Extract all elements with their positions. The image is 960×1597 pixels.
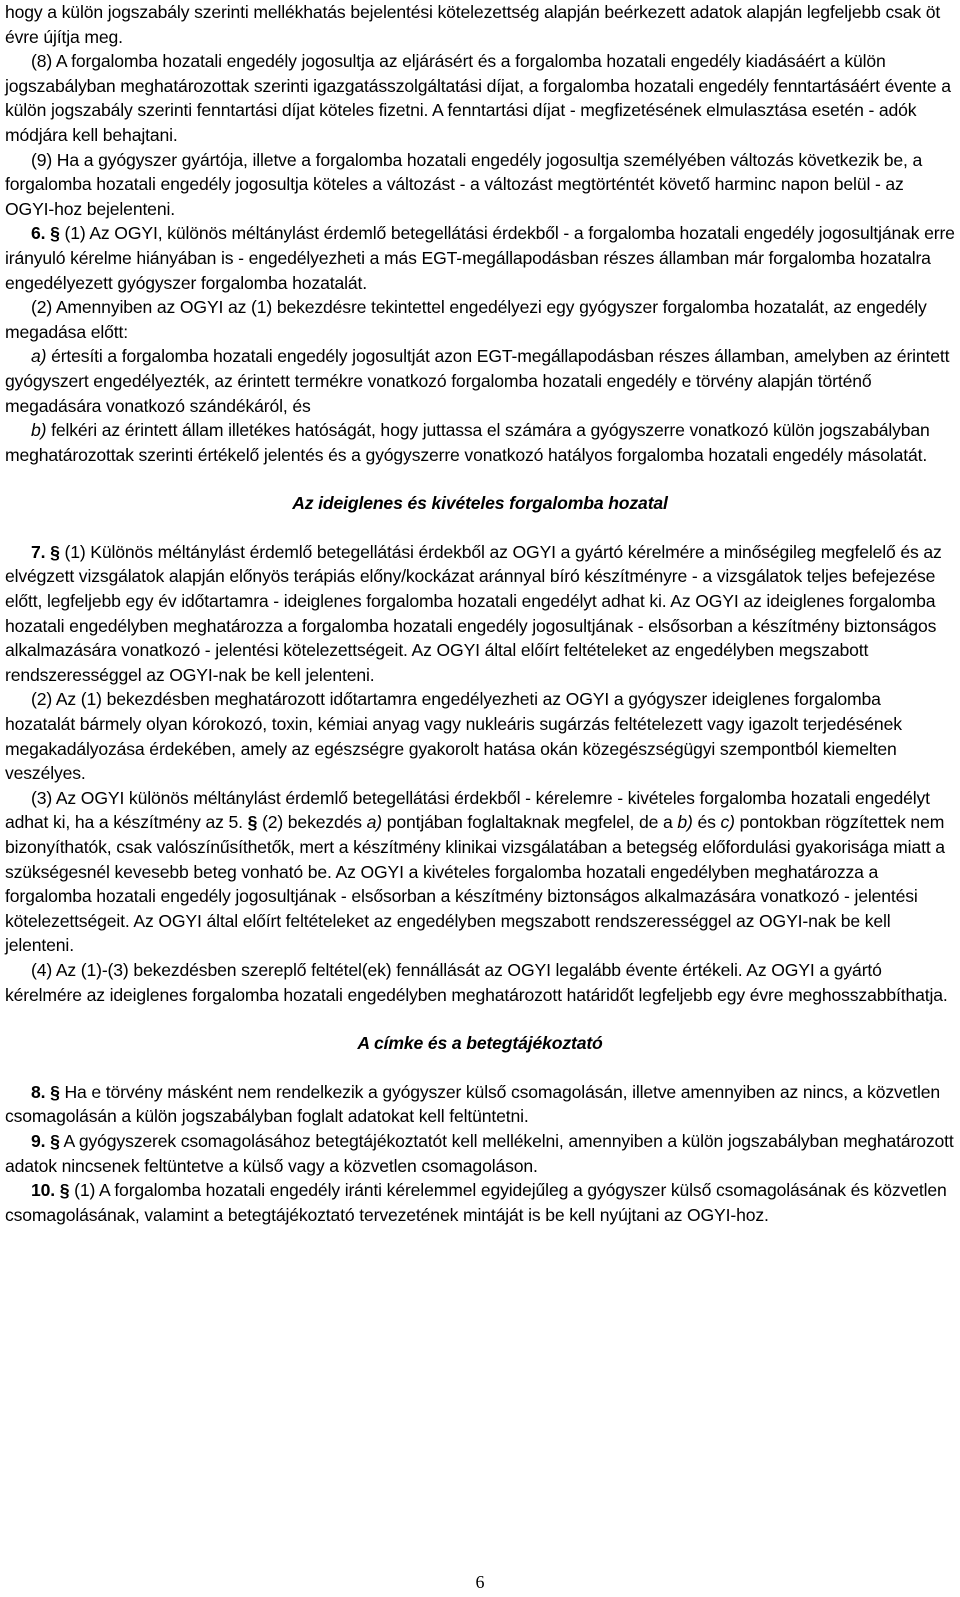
section-10-text: (1) A forgalomba hozatali engedély iránti kérelemmel egyidejűleg a gyógyszer külső csomagolásának és közvetlen csomagolásának, valamint a betegtájékoztató tervezetének mintáját is be kell nyújtani az OGYI-hoz. <box>5 1180 947 1225</box>
section-6-paragraph-2: (2) Amennyiben az OGYI az (1) bekezdésre tekintettel engedélyezi egy gyógyszer forgalomba hozatalát, az engedély megadása előtt: <box>5 297 927 342</box>
section-7-paragraph-2: (2) Az (1) bekezdésben meghatározott időtartamra engedélyezheti az OGYI a gyógyszer ideiglenes forgalomba hozatalát bármely olyan kórokozó, toxin, kémiai anyag vagy nukleáris sugárzás feltételezett vagy igazolt terjedésének megakadályozása érdekében, amely az egészségre gyakorolt hatása okán közegészségügyi szempontból kiemelten veszélyes. <box>5 689 902 784</box>
p3-part-e: pontokban rögzítettek nem bizonyíthatók, csak valószínűsíthetők, mert a készítmény klinikai vizsgálatában a betegség előfordulási gyakorisága miatt a szükségesnél kevesebb beteg vonható be. Az OGYI a kivételes forgalomba hozatali engedélyben meghatározza a forgalomba hozatali engedély jogosultjának - elsősorban a készítmény biztonságos alkalmazására vonatkozó - jelentési kötelezettségeit. Az OGYI által előírt feltételeket az engedélyben megszabott rendszerességgel az OGYI-nak be kell jelenteni. <box>5 812 945 956</box>
section-8-number: 8. <box>31 1081 46 1102</box>
paragraph-9: (9) Ha a gyógyszer gyártója, illetve a forgalomba hozatali engedély jogosultja személyében változás következik be, a forgalomba hozatali engedély jogosultja köteles a változást - a változást megtörténtét követő harminc napon belül - az OGYI-hoz bejelenteni. <box>5 149 923 219</box>
p3-italic-b: b) <box>677 812 693 833</box>
section-6-p1-text: (1) Az OGYI, különös méltánylást érdemlő betegellátási érdekből - a forgalomba hozatali engedély jogosultjának erre irányuló kérelme hiányában is - engedélyezheti a más EGT-megállapodásban részes államban már forgalomba hozatalra engedélyezett gyógyszer forgalomba hozatalát. <box>5 223 955 293</box>
section-6-point-b <box>5 418 955 467</box>
section-7-paragraph-3 <box>5 786 955 958</box>
section-9 <box>5 1129 955 1178</box>
point-a-text: értesíti a forgalomba hozatali engedély jogosultját azon EGT-megállapodásban részes államban, amelyben az érintett gyógyszert engedélyezték, az érintett termékre vonatkozó forgalomba hozatali engedély e törvény alapján történő megadására vonatkozó szándékáról, és <box>5 346 950 416</box>
page-number: 6 <box>475 1572 485 1592</box>
p3-part-a: (3) Az OGYI különös méltánylást érdemlő betegellátási érdekből - kérelemre - kivételes forgalomba hozatali engedélyt adhat ki, ha a készítmény az 5. <box>5 787 930 833</box>
p3-italic-a: a) <box>366 812 382 833</box>
heading-label-leaflet: A címke és a betegtájékoztató <box>357 1033 603 1054</box>
section-7-paragraph-1 <box>5 540 955 688</box>
document-page <box>5 0 955 1227</box>
paragraph-8: (8) A forgalomba hozatali engedély jogosultja az eljárásért és a forgalomba hozatali engedély kiadásáért a külön jogszabályban meghatározottak szerinti igazgatásszolgáltatási díjat, a forgalomba hozatali engedély fenntartásáért évente a külön jogszabály szerinti fenntartási díjat köteles fizetni. A fenntartási díjat - megfizetésének elmulasztása esetén - adók módjára kell behajtani. <box>5 51 951 145</box>
section-10 <box>5 1178 955 1227</box>
point-a-label: a) <box>31 346 47 367</box>
p3-part-b: (2) bekezdés <box>257 812 367 833</box>
section-9-mark: § <box>50 1130 60 1151</box>
section-6-point-a <box>5 344 955 418</box>
section-7-number: 7. <box>31 541 46 562</box>
point-b-label: b) <box>31 420 47 441</box>
section-9-text: A gyógyszerek csomagolásához betegtájékoztatót kell mellékelni, amennyiben a külön jogszabályban meghatározott adatok nincsenek feltüntetve a külső vagy a közvetlen csomagoláson. <box>5 1130 954 1176</box>
section-8-mark: § <box>50 1081 60 1102</box>
section-10-number: 10. <box>31 1180 56 1201</box>
section-10-mark: § <box>59 1180 70 1201</box>
point-b-text: felkéri az érintett állam illetékes hatóságát, hogy juttassa el számára a gyógyszerre vonatkozó külön jogszabályban meghatározottak szerinti értékelő jelentés és a gyógyszerre vonatkozó hatályos forgalomba hozatali engedély másolatát. <box>5 420 930 465</box>
section-9-number: 9. <box>31 1130 46 1151</box>
section-7-mark: § <box>50 541 60 562</box>
paragraph-continuation: hogy a külön jogszabály szerinti mellékhatás bejelentési kötelezettség alapján beérkezett adatok alapján legfeljebb csak öt évre újítja meg. <box>5 2 941 47</box>
p3-part-c: pontjában foglaltaknak megfelel, de a <box>382 812 678 833</box>
section-7-p1-text: (1) Különös méltánylást érdemlő betegellátási érdekből az OGYI a gyártó kérelmére a minőségileg megfelelő és az elvégzett vizsgálatok alapján előnyös terápiás előny/kockázat aránnyal bíró készítményre - a vizsgálatok teljes befejezése előtt, legfeljebb egy év időtartamra - ideiglenes forgalomba hozatali engedélyt adhat ki. Az OGYI az ideiglenes forgalomba hozatali engedélyben meghatározza a forgalomba hozatali engedély jogosultjának - elsősorban a készítmény biztonságos alkalmazására vonatkozó - jelentési kötelezettségeit. Az OGYI által előírt feltételeket az engedélyben megszabott rendszerességgel az OGYI-nak be kell jelenteni. <box>5 541 942 685</box>
section-6-number: 6. <box>31 223 46 244</box>
heading-temporary-exceptional: Az ideiglenes és kivételes forgalomba hozatal <box>292 493 668 514</box>
section-7-paragraph-4: (4) Az (1)-(3) bekezdésben szereplő feltétel(ek) fennállását az OGYI legalább évente értékeli. Az OGYI a gyártó kérelmére az ideiglenes forgalomba hozatali engedélyben meghatározott határidőt legfeljebb egy évre meghosszabbíthatja. <box>5 959 948 1005</box>
section-6-paragraph-1 <box>5 221 955 295</box>
p3-mark: § <box>247 812 258 833</box>
section-6-mark: § <box>50 223 60 244</box>
section-8-text: Ha e törvény másként nem rendelkezik a gyógyszer külső csomagolásán, illetve amennyiben az nincs, a közvetlen csomagolásán a külön jogszabályban foglalt adatokat kell feltüntetni. <box>5 1081 941 1127</box>
section-8 <box>5 1080 955 1129</box>
p3-italic-c: c) <box>720 812 735 833</box>
p3-part-d: és <box>692 812 721 833</box>
